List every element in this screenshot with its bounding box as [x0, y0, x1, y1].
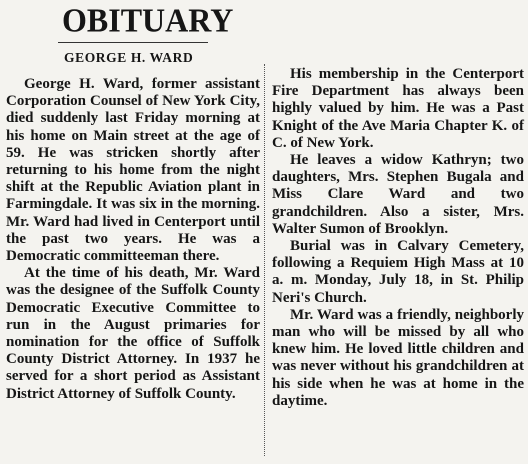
- left-column: [6, 0, 260, 403]
- byline: GEORGE H. WARD: [64, 50, 194, 65]
- paragraph-right-3: Burial was in Calvary Cemetery, following a Requiem High Mass at 10 a. m. Monday, July 18, in St. Philip Neri's Church.: [272, 238, 524, 306]
- paragraph-right-2: He leaves a widow Kathryn; two daughters, Mrs. Stephen Bugala and Miss Clare Ward and two grandchildren. Also a sister, Mrs. Walter Sumon of Brooklyn.: [272, 152, 524, 237]
- column-divider: [264, 64, 266, 456]
- paragraph-right-4: Mr. Ward was a friendly, neighborly man who will be missed by all who knew him. He loved little children and was never without his grandchildren at his side when he was at home in the daytime.: [272, 306, 524, 409]
- headline-rule: [58, 42, 208, 43]
- right-column: [272, 66, 524, 410]
- paragraph-left-2: At the time of his death, Mr. Ward was the designee of the Suffolk County Democratic Executive Committee to run in the August primaries for nomination for the office of Suffolk County District Attorney. In 1937 he served for a short period as Assistant District Attorney of Suffolk County.: [6, 265, 260, 402]
- paragraph-left-1: George H. Ward, former assistant Corporation Counsel of New York City, died suddenly last Friday morning at his home on Main street at the age of 59. He was stricken shortly after returning to his home from the night shift at the Republic Aviation plant in Farmingdale. It was six in the morning. Mr. Ward had lived in Centerport until the past two years. He was a Democratic committeeman there.: [6, 76, 260, 265]
- headline: OBITUARY: [62, 0, 234, 39]
- paragraph-right-1: His membership in the Centerport Fire Department has always been highly valued by him. He was a Past Knight of the Ave Maria Chapter K. of C. of New York.: [272, 66, 524, 151]
